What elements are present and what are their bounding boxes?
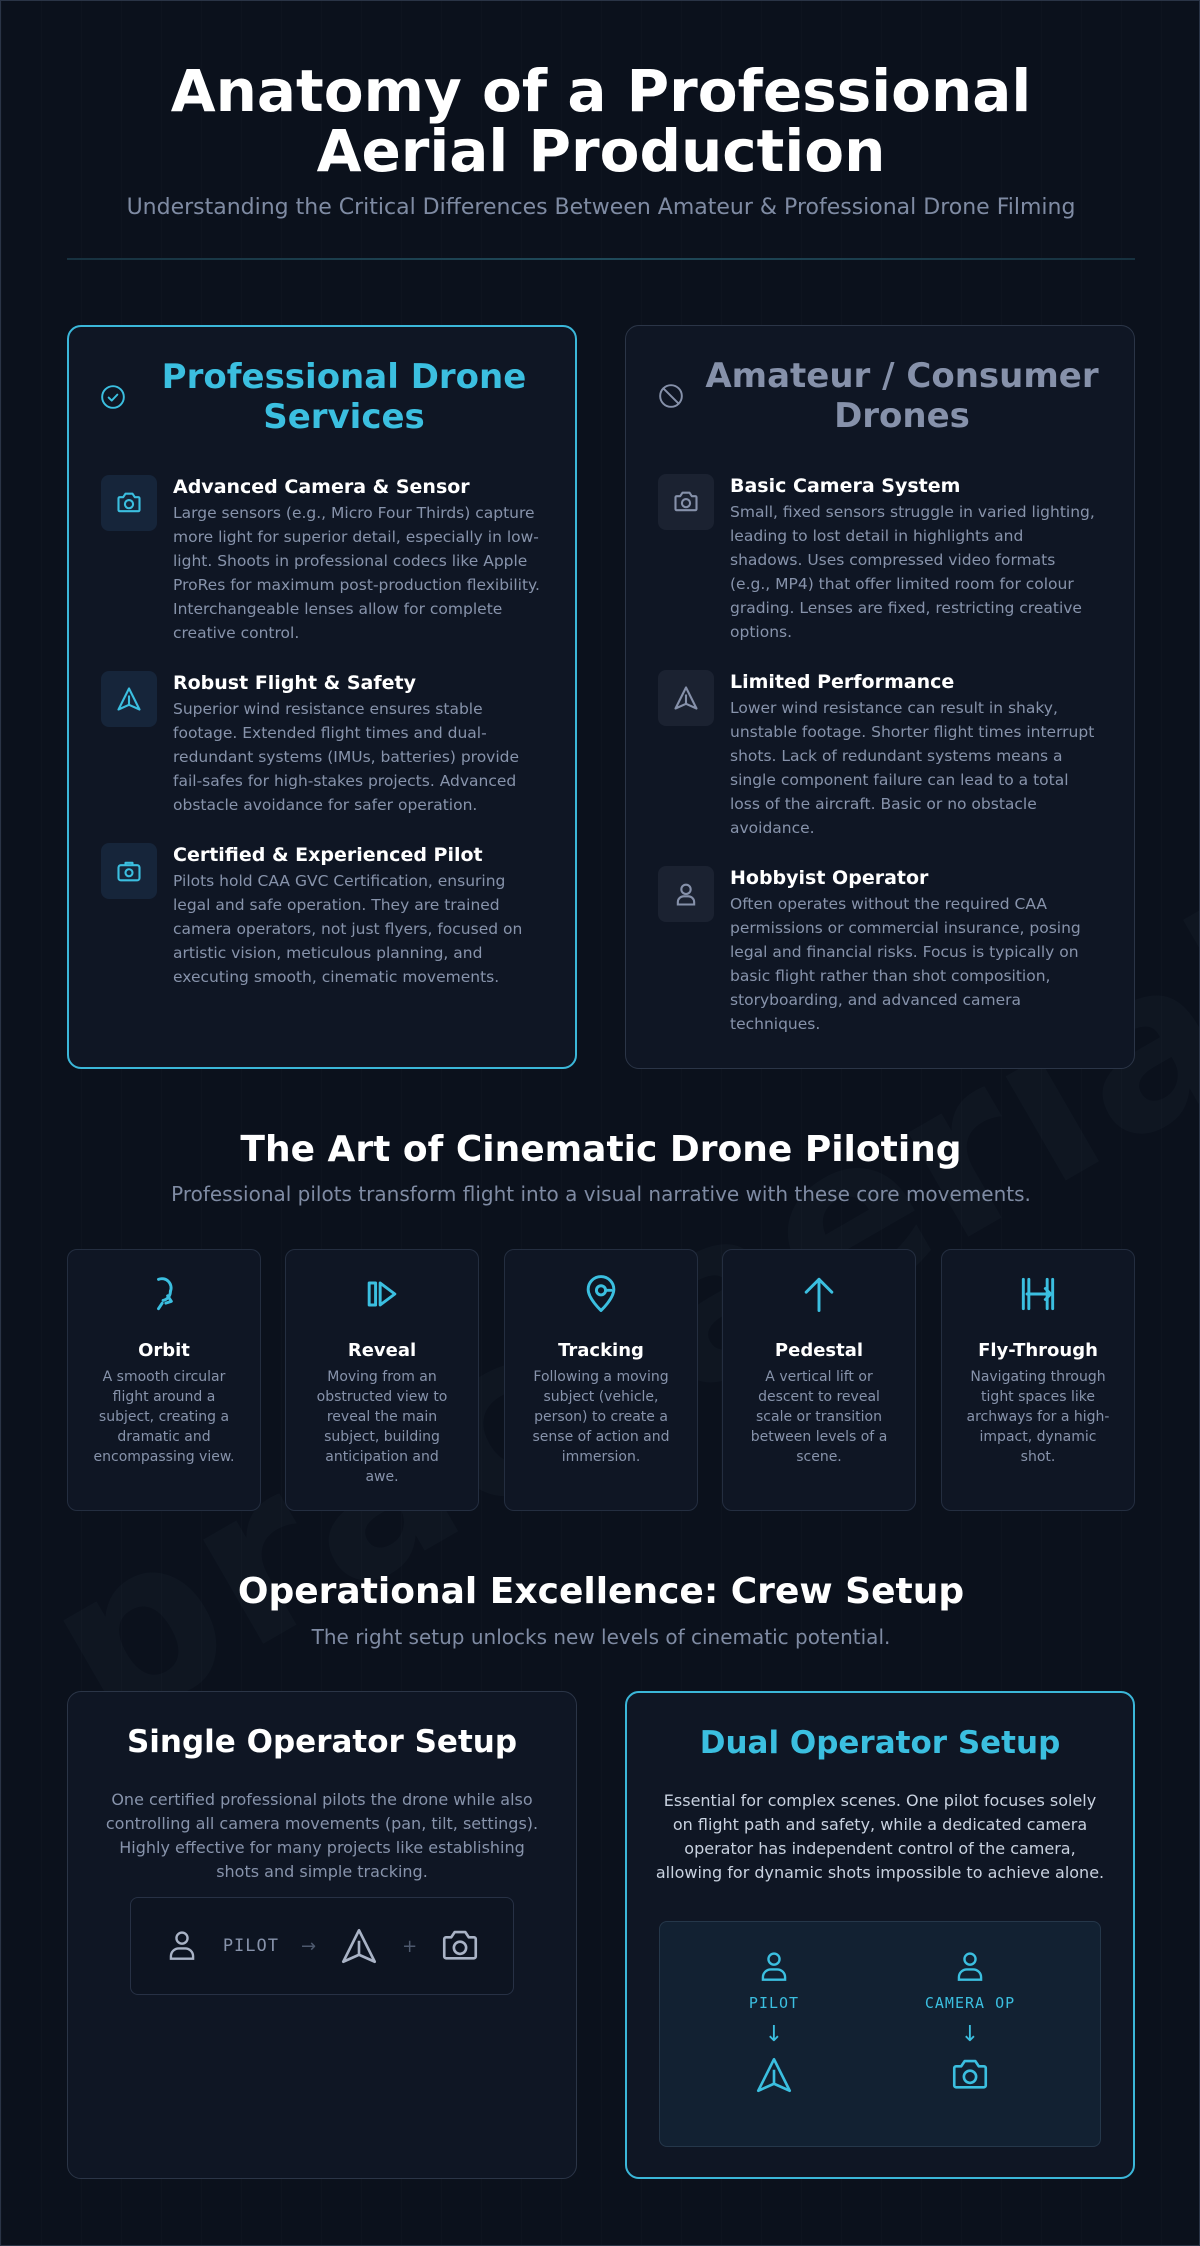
move-description: A smooth circular flight around a subject, creating a dramatic and encompassing view. (93, 1369, 235, 1465)
feature-title: Hobbyist Operator (730, 867, 929, 889)
feature-item (658, 670, 1098, 840)
piloting-section-title: The Art of Cinematic Drone Piloting (240, 1129, 962, 1170)
feature-title: Certified & Experienced Pilot (173, 844, 483, 866)
dual-operator-diagram (659, 1921, 1101, 2147)
camera-operator-label: CAMERA OP (924, 1994, 1016, 2012)
professional-card-header (69, 357, 575, 437)
move-card-reveal (285, 1249, 479, 1511)
feature-item (101, 671, 541, 817)
feature-description: Superior wind resistance ensures stable footage. Extended flight times and dual-redundant systems (IMUs, batteries) provide fail-safes for high-stakes projects. Advanced obstacle avoidance for safer operation. (173, 700, 520, 814)
orbit-icon (142, 1272, 186, 1316)
briefcase-camera-icon (101, 843, 157, 899)
single-operator-card (67, 1691, 577, 2179)
feature-description: Lower wind resistance can result in shaky, unstable footage. Shorter flight times interrupt shots. Lack of redundant systems means a single component failure can lead to a total loss of the aircraft. Basic or no obstacle avoidance. (730, 699, 1095, 837)
pilot-column (694, 1948, 854, 2096)
arrow-down-icon: ↓ (764, 2022, 784, 2047)
pilot-user-icon (163, 1927, 201, 1965)
fly-through-icon (1016, 1272, 1060, 1316)
move-description: Navigating through tight spaces like archways for a high-impact, dynamic shot. (966, 1369, 1110, 1465)
feature-description: Small, fixed sensors struggle in varied lighting, leading to lost detail in highlights and shadows. Uses compressed video formats (e.g., MP4) that offer limited room for colour grading. Lenses are fixed, restricting creative options. (730, 503, 1095, 641)
feature-item (658, 866, 1098, 1036)
dual-operator-description: Essential for complex scenes. One pilot focuses solely on flight path and safety, while a dedicated camera operator has independent control of the camera, allowing for dynamic shots impossible to achieve alone. (655, 1791, 1105, 1882)
reveal-icon (360, 1272, 404, 1316)
move-title: Reveal (347, 1340, 417, 1361)
crew-section-subtitle: The right setup unlocks new levels of cinematic potential. (311, 1625, 891, 1649)
feature-description: Large sensors (e.g., Micro Four Thirds) capture more light for superior detail, especially in low-light. Shoots in professional codecs like Apple ProRes for maximum post-production flexibility. Interchangeable lenses allow for complete creative control. (173, 504, 540, 642)
amateur-card-header (626, 356, 1134, 436)
move-card-orbit (67, 1249, 261, 1511)
move-title: Orbit (138, 1340, 190, 1361)
amateur-card-title: Amateur / Consumer Drones (705, 356, 1099, 436)
piloting-section-subtitle: Professional pilots transform flight into a visual narrative with these core movements. (171, 1182, 1031, 1206)
single-operator-diagram (130, 1897, 514, 1995)
camera-icon (949, 2054, 991, 2096)
move-title: Pedestal (774, 1340, 864, 1361)
move-card-fly-through (941, 1249, 1135, 1511)
ban-icon (658, 383, 684, 409)
drone-arrow-icon (338, 1925, 380, 1967)
drone-arrow-icon (658, 670, 714, 726)
arrow-down-icon: ↓ (960, 2022, 980, 2047)
feature-item (101, 843, 541, 989)
move-title: Fly-Through (978, 1340, 1098, 1361)
drone-arrow-icon (101, 671, 157, 727)
feature-description: Often operates without the required CAA permissions or commercial insurance, posing legal and financial risks. Focus is typically on basic flight rather than shot composition, storyboarding, and advanced camera techniques. (730, 895, 1081, 1033)
feature-item (101, 475, 541, 645)
plus-icon: + (402, 1935, 418, 1957)
pilot-label: PILOT (748, 1994, 800, 2012)
amateur-card (625, 325, 1135, 1069)
pilot-user-icon (755, 1948, 793, 1986)
camera-icon (658, 474, 714, 530)
feature-title: Advanced Camera & Sensor (173, 476, 470, 498)
move-card-tracking (504, 1249, 698, 1511)
arrow-right-icon: → (301, 1935, 317, 1957)
feature-title: Robust Flight & Safety (173, 672, 416, 694)
professional-card-title: Professional Drone Services (161, 357, 527, 437)
move-card-pedestal (722, 1249, 916, 1511)
camera-operator-column (890, 1948, 1050, 2096)
page-title: Anatomy of a Professional Aerial Production (170, 57, 1032, 185)
single-operator-title: Single Operator Setup (126, 1724, 518, 1760)
arrow-up-icon (797, 1272, 841, 1316)
camera-icon (101, 475, 157, 531)
user-icon (658, 866, 714, 922)
drone-arrow-icon (753, 2054, 795, 2096)
camera-icon (439, 1925, 481, 1967)
dual-operator-card (625, 1691, 1135, 2179)
pilot-label: PILOT (222, 1936, 279, 1956)
page-subtitle: Understanding the Critical Differences Between Amateur & Professional Drone Filming (126, 195, 1076, 220)
feature-title: Basic Camera System (730, 475, 961, 497)
tracking-icon (579, 1272, 623, 1316)
professional-card (67, 325, 577, 1069)
header-divider (67, 258, 1135, 260)
move-description: Moving from an obstructed view to reveal the main subject, building anticipation and awe. (316, 1369, 448, 1485)
feature-item (658, 474, 1098, 644)
move-description: Following a moving subject (vehicle, person) to create a sense of action and immersion. (532, 1369, 670, 1465)
crew-section-title: Operational Excellence: Crew Setup (237, 1571, 965, 1612)
check-circle-icon (100, 384, 126, 410)
single-operator-description: One certified professional pilots the drone while also controlling all camera movements (pan, tilt, settings). Highly effective for many projects like establishing shots and simple tracking. (105, 1790, 539, 1881)
camera-operator-user-icon (951, 1948, 989, 1986)
dual-operator-title: Dual Operator Setup (699, 1725, 1061, 1761)
move-description: A vertical lift or descent to reveal scale or transition between levels of a scene. (750, 1369, 888, 1465)
page-header (1, 57, 1200, 220)
feature-title: Limited Performance (730, 671, 955, 693)
move-title: Tracking (558, 1340, 644, 1361)
feature-description: Pilots hold CAA GVC Certification, ensuring legal and safe operation. They are trained camera operators, not just flyers, focused on artistic vision, meticulous planning, and executing smooth, cinematic movements. (173, 872, 523, 986)
